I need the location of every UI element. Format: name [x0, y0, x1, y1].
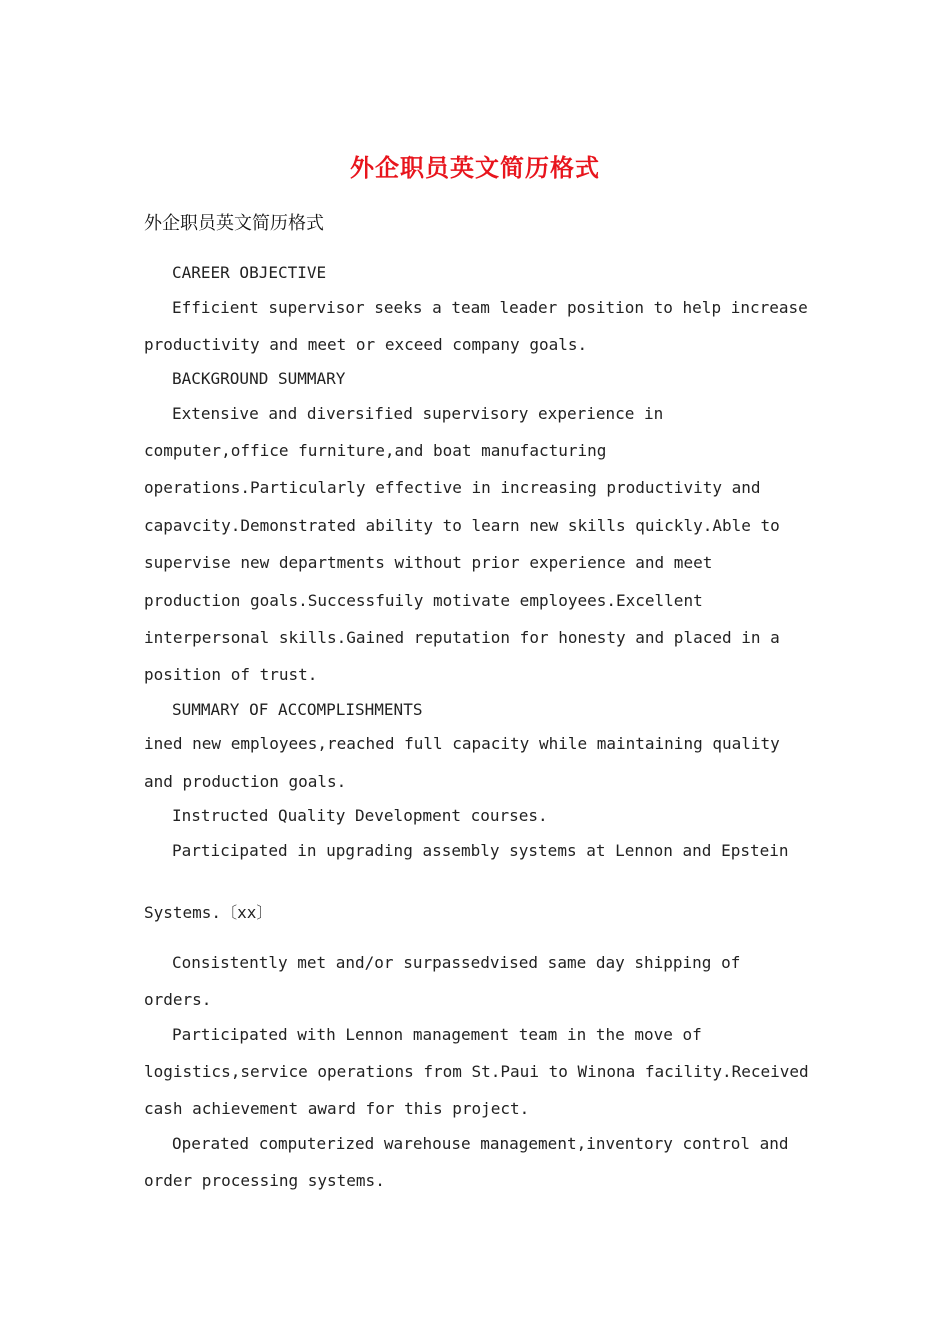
body-line: Participated in upgrading assembly systems at Lennon and Epstein [172, 841, 789, 860]
section-heading-background-summary: BACKGROUND SUMMARY [172, 369, 346, 388]
section-heading-accomplishments: SUMMARY OF ACCOMPLISHMENTS [172, 700, 423, 719]
body-line: orders. [144, 990, 212, 1009]
document-subtitle: 外企职员英文简历格式 [144, 213, 324, 234]
body-line: computer,office furniture,and boat manufacturing [144, 441, 607, 460]
body-line: production goals.Successfuily motivate employees.Excellent [144, 591, 703, 610]
section-heading-career-objective: CAREER OBJECTIVE [172, 263, 327, 282]
body-line: Participated with Lennon management team in the move of [172, 1025, 702, 1044]
body-line: supervise new departments without prior experience and meet [144, 553, 713, 572]
body-line: and production goals. [144, 772, 347, 791]
body-line: Extensive and diversified supervisory experience in [172, 404, 664, 423]
body-line: Efficient supervisor seeks a team leader position to help increase [172, 298, 808, 317]
body-line: position of trust. [144, 665, 318, 684]
body-line: operations.Particularly effective in increasing productivity and [144, 478, 761, 497]
body-line: capavcity.Demonstrated ability to learn new skills quickly.Able to [144, 516, 780, 535]
body-line: Instructed Quality Development courses. [172, 806, 548, 825]
body-line: order processing systems. [144, 1171, 385, 1190]
body-line: Consistently met and/or surpassedvised same day shipping of [172, 953, 741, 972]
body-line: interpersonal skills.Gained reputation for honesty and placed in a [144, 628, 780, 647]
body-line: productivity and meet or exceed company goals. [144, 335, 588, 354]
body-line: ined new employees,reached full capacity while maintaining quality [144, 734, 780, 753]
body-line: Operated computerized warehouse management,inventory control and [172, 1134, 789, 1153]
body-line: Systems.〔xx〕 [144, 903, 273, 922]
body-line: logistics,service operations from St.Paui to Winona facility.Received [144, 1062, 809, 1081]
body-line: cash achievement award for this project. [144, 1099, 530, 1118]
document-title: 外企职员英文简历格式 [350, 153, 600, 182]
